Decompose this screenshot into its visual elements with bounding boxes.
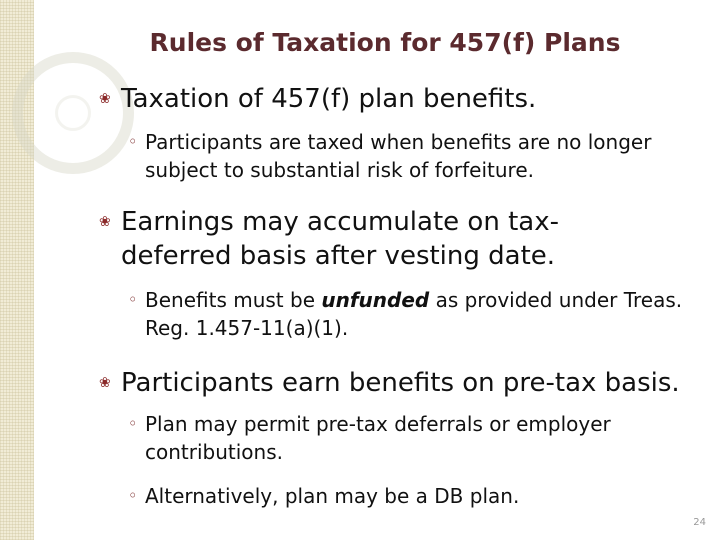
bullet-1 [99, 82, 702, 116]
unfunded-emphasis: unfunded [321, 288, 430, 312]
hollow-circle-bullet-icon: ◦ [128, 290, 138, 309]
bullet-3-text: Participants earn benefits on pre-tax basis. [121, 368, 680, 398]
sub-bullet-3-2 [128, 482, 688, 510]
sub-bullet-1-1 [128, 128, 688, 184]
flower-bullet-icon: ❀ [99, 375, 111, 391]
hollow-circle-bullet-icon: ◦ [128, 414, 138, 433]
slide-title: Rules of Taxation for 457(f) Plans [149, 28, 621, 57]
sub-bullet-2-1 [128, 286, 688, 342]
flower-bullet-icon: ❀ [99, 214, 111, 230]
bullet-2 [99, 205, 662, 273]
bullet-2-text: Earnings may accumulate on tax-deferred basis after vesting date. [121, 207, 559, 271]
sub-bullet-2-1-pre: Benefits must be [145, 288, 322, 312]
sub-bullet-3-1 [128, 410, 698, 466]
sub-bullet-1-1-text: Participants are taxed when benefits are no longer subject to substantial risk of forfeiture. [145, 130, 652, 182]
hollow-circle-bullet-icon: ◦ [128, 486, 138, 505]
sub-bullet-2-1-text [128, 286, 688, 342]
bullet-3 [99, 366, 702, 400]
page-number: 24 [693, 517, 706, 528]
decorative-ring-small [55, 95, 91, 131]
sub-bullet-3-2-text: Alternatively, plan may be a DB plan. [145, 484, 520, 508]
sub-bullet-3-1-text: Plan may permit pre-tax deferrals or employer contributions. [145, 412, 611, 464]
hollow-circle-bullet-icon: ◦ [128, 132, 138, 151]
flower-bullet-icon: ❀ [99, 91, 111, 107]
bullet-1-text: Taxation of 457(f) plan benefits. [121, 84, 537, 114]
sub-bullet-2-1-post: as provided under Treas. Reg. 1.457-11(a)(1). [145, 288, 683, 340]
